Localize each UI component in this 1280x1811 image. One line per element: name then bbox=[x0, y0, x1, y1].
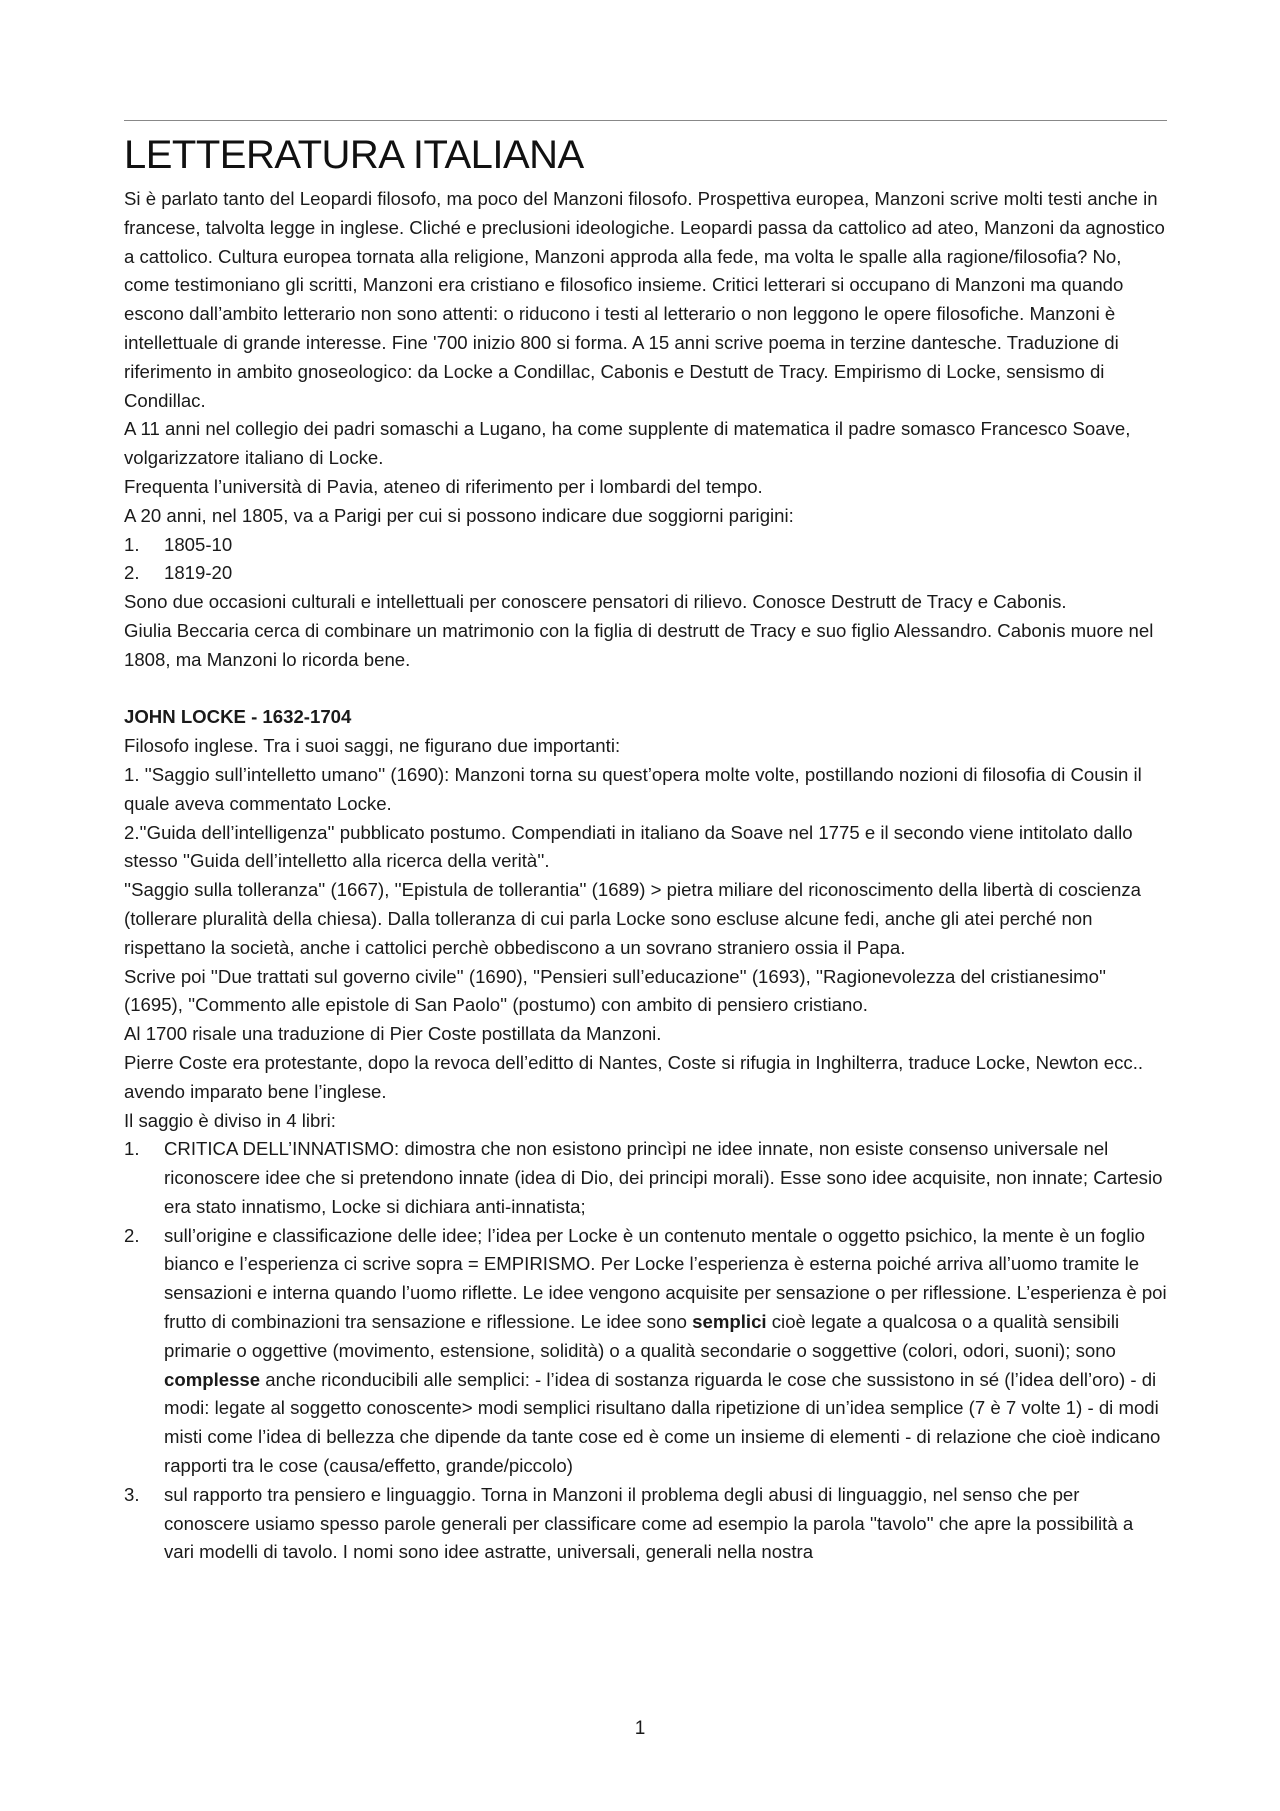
locke-paragraph-2: 1. ''Saggio sull’intelletto umano'' (1690): Manzoni torna su quest’opera molte volte, postillando nozioni di filosofia di Cousin il quale aveva commentato Locke. bbox=[124, 763, 1142, 814]
locke-paragraph-6: Al 1700 risale una traduzione di Pier Coste postillata da Manzoni. bbox=[124, 1023, 662, 1045]
page-number: 1 bbox=[634, 1718, 646, 1739]
list-item-book-2: 2. sull’origine e classificazione delle idee; l’idea per Locke è un contenuto mentale o oggetto psichico, la mente è un foglio bianco e l’esperienza ci scrive sopra = EMPIRISMO. Per Locke l’esperienza è esterna poiché arriva all’uomo tramite le sensazioni e interna quando l’uomo riflette. Le idee vengono acquisite per sensazione o per riflessione. L’esperienza è poi frutto di combinazioni tra sensazione e riflessione. Le idee sono semplici cioè legate a qualcosa o a qualità sensibili primarie o oggettive (movimento, estensione, solidità) o a qualità secondarie o soggettive (colori, odori, suoni); sono complesse anche riconducibili alle semplici: - l’idea di sostanza riguarda le cose che sussistono in sé (l’idea dell’oro) - di modi: legate al soggetto conoscente> modi semplici risultano dalla ripetizione di un’idea semplice (7 è 7 volte 1) - di modi misti come l’idea di bellezza che dipende da tante cose ed è come un insieme di elementi - di relazione che cioè indicano rapporti tra le cose (causa/effetto, grande/piccolo) bbox=[124, 1224, 1167, 1477]
paragraph-collegio: A 11 anni nel collegio dei padri somaschi a Lugano, ha come supplente di matematica il padre somasco Francesco Soave, volgarizzatore italiano di Locke. bbox=[124, 418, 1131, 469]
locke-paragraph-7: Pierre Coste era protestante, dopo la revoca dell’editto di Nantes, Coste si rifugia in Inghilterra, traduce Locke, Newton ecc.. avendo imparato bene l’inglese. bbox=[124, 1051, 1144, 1102]
spacer bbox=[124, 675, 1167, 704]
locke-paragraph-5: Scrive poi ''Due trattati sul governo civile'' (1690), ''Pensieri sull’educazione'' (1693), ''Ragionevolezza del cristianesimo'' (1695), ''Commento alle epistole di San Paolo'' (postumo) con ambito di pensiero cristiano. bbox=[124, 965, 1107, 1016]
paragraph-pavia: Frequenta l’università di Pavia, ateneo di riferimento per i lombardi del tempo. bbox=[124, 475, 763, 497]
bold-complesse: complesse bbox=[164, 1368, 261, 1390]
paragraph-beccaria: Giulia Beccaria cerca di combinare un matrimonio con la figlia di destrutt de Tracy e suo figlio Alessandro. Cabonis muore nel 1808, ma Manzoni lo ricorda bene. bbox=[124, 619, 1154, 670]
books-list bbox=[124, 1135, 1167, 1567]
bold-semplici: semplici bbox=[692, 1311, 767, 1333]
list-item: 2. 1819-20 bbox=[124, 562, 233, 584]
list-item-book-3: 3. sul rapporto tra pensiero e linguaggio. Torna in Manzoni il problema degli abusi di linguaggio, nel senso che per conoscere usiamo spesso parole generali per classificare come ad esempio la parola ''tavolo'' che apre la possibilità a vari modelli di tavolo. I nomi sono idee astratte, universali, generali nella nostra bbox=[124, 1483, 1134, 1563]
paragraph-occasioni: Sono due occasioni culturali e intellettuali per conoscere pensatori di rilievo. Conosce Destrutt de Tracy e Cabonis. bbox=[124, 591, 1067, 613]
top-rule bbox=[124, 120, 1167, 121]
soggiorni-list bbox=[124, 531, 1167, 589]
locke-heading: JOHN LOCKE - 1632-1704 bbox=[124, 706, 352, 728]
locke-paragraph-1: Filosofo inglese. Tra i suoi saggi, ne figurano due importanti: bbox=[124, 735, 621, 757]
locke-paragraph-4: ''Saggio sulla tolleranza'' (1667), ''Epistula de tollerantia'' (1689) > pietra miliare del riconoscimento della libertà di coscienza (tollerare pluralità della chiesa). Dalla tolleranza di cui parla Locke sono escluse alcune fedi, anche gli atei perché non rispettano la società, anche i cattolici perchè obbediscono a un sovrano straniero ossia il Papa. bbox=[124, 879, 1141, 958]
paragraph-parigi: A 20 anni, nel 1805, va a Parigi per cui si possono indicare due soggiorni parigini: bbox=[124, 504, 794, 526]
intro-paragraph: Si è parlato tanto del Leopardi filosofo, ma poco del Manzoni filosofo. Prospettiva europea, Manzoni scrive molti testi anche in francese, talvolta legge in inglese. Cliché e preclusioni ideologiche. Leopardi passa da cattolico ad ateo, Manzoni da agnostico a cattolico. Cultura europea tornata alla religione, Manzoni approda alla fede, ma volta le spalle alla ragione/filosofia? No, come testimoniano gli scritti, Manzoni era cristiano e filosofico insieme. Critici letterari si occupano di Manzoni ma quando escono dall’ambito letterario non sono attenti: o riducono i testi al letterario o non leggono le opere filosofiche. Manzoni è intellettuale di grande interesse. Fine '700 inizio 800 si forma. A 15 anni scrive poema in terzine dantesche. Traduzione di riferimento in ambito gnoseologico: da Locke a Condillac, Cabonis e Destutt de Tracy. Empirismo di Locke, sensismo di Condillac. bbox=[124, 188, 1165, 411]
locke-paragraph-8: Il saggio è diviso in 4 libri: bbox=[124, 1109, 336, 1131]
document-page bbox=[124, 120, 1167, 1567]
list-item: 1. 1805-10 bbox=[124, 533, 233, 555]
document-title: LETTERATURA ITALIANA bbox=[124, 133, 584, 177]
locke-paragraph-3: 2.''Guida dell’intelligenza'' pubblicato postumo. Compendiati in italiano da Soave nel 1775 e il secondo viene intitolato dallo stesso ''Guida dell’intelletto alla ricerca della verità''. bbox=[124, 821, 1133, 872]
list-item-book-1: 1. CRITICA DELL’INNATISMO: dimostra che non esistono princìpi ne idee innate, non esiste consenso universale nel riconoscere idee che si pretendono innate (idea di Dio, dei principi morali). Esse sono idee acquisite, non innate; Cartesio era stato innatismo, Locke si dichiara anti-innatista; bbox=[124, 1138, 1163, 1217]
